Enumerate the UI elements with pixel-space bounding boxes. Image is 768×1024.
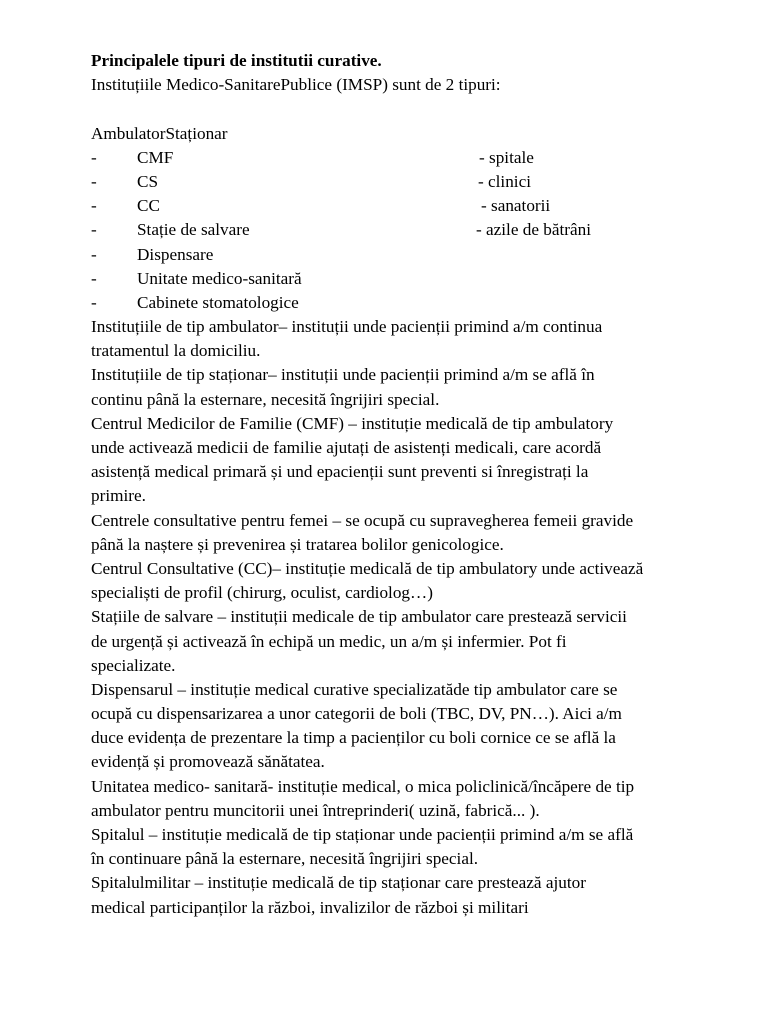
list-dash: - (91, 292, 97, 312)
list-row (91, 243, 731, 267)
paragraph-line: specialiști de profil (chirurg, oculist, cardiolog…) (91, 583, 433, 603)
list-item-ambulator: Unitate medico-sanitară (137, 268, 302, 288)
paragraph-cc (91, 557, 731, 605)
list-dash: - (91, 171, 97, 191)
paragraph-line: evidență și promovează sănătatea. (91, 752, 325, 772)
list-dash: - (91, 268, 97, 288)
list-row (91, 170, 731, 194)
document-content (91, 49, 731, 920)
paragraph-unitate-medico-sanitara (91, 775, 731, 823)
paragraph-line: continu până la esternare, necesită îngrijiri special. (91, 389, 440, 409)
list-dash: - (91, 196, 97, 216)
list-item-ambulator: Dispensare (137, 244, 214, 264)
paragraph-line: până la naștere și prevenirea și tratarea bolilor genicologice. (91, 534, 504, 554)
list-dash: - (91, 244, 97, 264)
list-item-ambulator: CS (137, 171, 159, 191)
paragraph-line: Stațiile de salvare – instituții medicale de tip ambulator care prestează servicii (91, 607, 627, 627)
list-dash: - (91, 147, 97, 167)
columns-header: AmbulatorStaționar (91, 123, 228, 143)
list-row (91, 146, 731, 170)
paragraph-ambulator (91, 315, 731, 363)
paragraph-line: asistență medical primară și und epacienții sunt preventi si înregistrați la (91, 462, 589, 482)
list-row (91, 267, 731, 291)
paragraph-line: specializate. (91, 655, 176, 675)
page-title: Principalele tipuri de institutii curative. (91, 51, 382, 70)
list-row (91, 291, 731, 315)
paragraph-line: tratamentul la domiciliu. (91, 341, 261, 361)
paragraph-line: Centrul Consultative (CC)– instituție medicală de tip ambulatory unde activează (91, 558, 644, 578)
list-item-stationar: - sanatorii (481, 196, 551, 216)
paragraph-line: unde activează medicii de familie ajutați de asistenți medicali, care acordă (91, 438, 602, 457)
paragraph-spital-militar (91, 871, 731, 919)
institution-list (91, 146, 731, 315)
definition-paragraphs (91, 315, 731, 920)
paragraph-stationar (91, 363, 731, 411)
list-item-ambulator: CMF (137, 147, 174, 167)
list-item-stationar: - clinici (478, 171, 531, 191)
blank-line (91, 97, 731, 121)
list-dash: - (91, 220, 97, 240)
paragraph-line: ocupă cu dispensarizarea a unor categorii de boli (TBC, DV, PN…). Aici a/m (91, 704, 622, 724)
paragraph-line: Dispensarul – instituție medical curative specializatăde tip ambulator care se (91, 679, 618, 699)
paragraph-line: Unitatea medico- sanitară- instituție medical, o mica policlinică/încăpere de tip (91, 776, 635, 796)
paragraph-line: medical participanților la război, invalizilor de război și militari (91, 897, 529, 917)
paragraph-line: Spitalulmilitar – instituție medicală de tip staționar care prestează ajutor (91, 873, 586, 893)
list-row (91, 218, 731, 242)
paragraph-line: în continuare până la esternare, necesită îngrijiri special. (91, 849, 479, 869)
list-item-stationar: - spitale (479, 147, 534, 167)
paragraph-line: de urgență și activează în echipă un medic, un a/m și infermier. Pot fi (91, 631, 567, 651)
list-item-stationar: - azile de bătrâni (476, 220, 591, 240)
paragraph-line: Centrul Medicilor de Familie (CMF) – instituție medicală de tip ambulatory (91, 413, 614, 433)
paragraph-spital (91, 823, 731, 871)
paragraph-centre-femei (91, 509, 731, 557)
paragraph-line: Centrele consultative pentru femei – se ocupă cu supravegherea femeii gravide (91, 510, 634, 530)
list-item-ambulator: Stație de salvare (137, 220, 250, 240)
paragraph-line: Instituțiile de tip staționar– instituții unde pacienții primind a/m se află în (91, 365, 595, 385)
paragraph-dispensar (91, 678, 731, 775)
list-item-ambulator: CC (137, 196, 160, 216)
paragraph-line: duce evidența de prezentare la timp a pacienților cu boli cornice ce se află la (91, 728, 616, 748)
paragraph-line: ambulator pentru muncitorii unei întreprinderi( uzină, fabrică... ). (91, 800, 540, 820)
list-row (91, 194, 731, 218)
paragraph-cmf (91, 412, 731, 509)
paragraph-statii-salvare (91, 605, 731, 678)
paragraph-line: primire. (91, 486, 146, 506)
list-item-ambulator: Cabinete stomatologice (137, 292, 299, 312)
paragraph-line: Spitalul – instituție medicală de tip staționar unde pacienții primind a/m se află (91, 825, 634, 844)
intro-line: Instituțiile Medico-SanitarePublice (IMSP) sunt de 2 tipuri: (91, 75, 501, 95)
paragraph-line: Instituțiile de tip ambulator– instituții unde pacienții primind a/m continua (91, 317, 603, 337)
